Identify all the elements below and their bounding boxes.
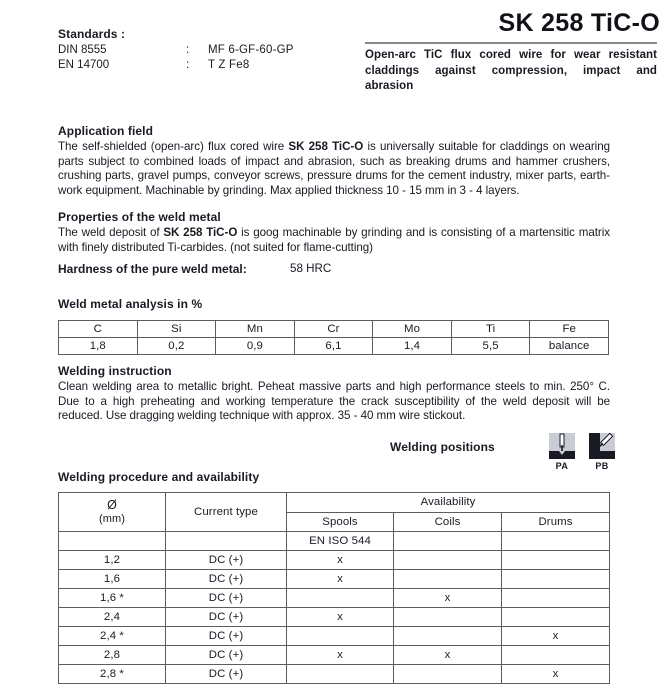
standard-row-drums (502, 532, 610, 551)
row-spools (287, 627, 394, 646)
analysis-value-fe: balance (530, 338, 609, 355)
row-diameter: 1,6 * (59, 589, 166, 608)
row-coils (394, 665, 502, 684)
properties-text (58, 226, 610, 255)
analysis-col-si: Si (137, 321, 216, 338)
analysis-col-mn: Mn (216, 321, 295, 338)
welding-position-pb (587, 432, 617, 471)
row-drums (502, 646, 610, 665)
row-current-type: DC (+) (166, 646, 287, 665)
row-spools: x (287, 551, 394, 570)
row-drums (502, 570, 610, 589)
title-divider-rule (365, 42, 657, 44)
standard-colon-din: : (186, 44, 190, 56)
hardness-label: Hardness of the pure weld metal: (58, 262, 247, 276)
analysis-col-mo: Mo (373, 321, 452, 338)
welding-position-pa-icon (547, 432, 577, 460)
analysis-col-fe: Fe (530, 321, 609, 338)
row-drums (502, 608, 610, 627)
row-diameter: 1,2 (59, 551, 166, 570)
table-row (59, 627, 610, 646)
row-diameter: 2,8 (59, 646, 166, 665)
properties-text-after: is goog machinable by grinding and is consisting of a martensitic matrix with finely distributed Ti-carbides. (not suited for flame-cutting) (58, 226, 611, 254)
row-coils (394, 570, 502, 589)
analysis-value-cr: 6,1 (294, 338, 373, 355)
table-row (59, 551, 610, 570)
application-field-heading: Application field (58, 124, 154, 138)
standard-colon-en: : (186, 59, 190, 71)
procedure-header-row-1 (59, 493, 610, 513)
row-current-type: DC (+) (166, 551, 287, 570)
properties-text-before: The weld deposit of (58, 226, 164, 239)
standard-value-din: MF 6-GF-60-GP (208, 44, 294, 56)
standard-row-din (58, 43, 358, 58)
standard-value-en: T Z Fe8 (208, 59, 250, 71)
row-diameter: 1,6 (59, 570, 166, 589)
row-coils (394, 608, 502, 627)
table-row (59, 665, 610, 684)
row-current-type: DC (+) (166, 608, 287, 627)
row-drums: x (502, 665, 610, 684)
row-spools: x (287, 646, 394, 665)
procedure-col-drums: Drums (502, 512, 610, 532)
welding-position-pa-label: PA (555, 461, 569, 471)
procedure-col-coils: Coils (394, 512, 502, 532)
procedure-table-body (59, 551, 610, 684)
procedure-col-diameter (59, 493, 166, 532)
hardness-value: 58 HRC (290, 262, 332, 275)
standard-row-diameter (59, 532, 166, 551)
welding-positions-label: Welding positions (390, 440, 495, 454)
properties-product-name: SK 258 TiC-O (163, 226, 238, 239)
application-text-before: The self-shielded (open-arc) flux cored wire (58, 140, 289, 153)
procedure-col-spools: Spools (287, 512, 394, 532)
application-field-section (58, 124, 610, 198)
row-coils: x (394, 646, 502, 665)
analysis-value-si: 0,2 (137, 338, 216, 355)
analysis-header-row (59, 321, 609, 338)
standards-title: Standards : (58, 27, 126, 41)
row-current-type: DC (+) (166, 665, 287, 684)
standard-row-current (166, 532, 287, 551)
row-drums: x (502, 627, 610, 646)
product-title: SK 258 TiC-O (498, 9, 660, 37)
row-current-type: DC (+) (166, 570, 287, 589)
product-description: Open-arc TiC flux cored wire for wear resistant claddings against compression, impact and abrasion (365, 49, 657, 92)
row-coils: x (394, 589, 502, 608)
table-row (59, 589, 610, 608)
application-text-after: is universally suitable for claddings on wearing parts subject to combined loads of impact and abrasion, such as breaking drums and hammer crushers, crushing parts, gravel pumps, conveyor screws, pressure drums for the cement industry, mixer parts, earth-work equipment. Machinable by grinding. Max applied thickness 10 - 15 mm in 3 - 4 layers. (58, 140, 610, 197)
row-coils (394, 551, 502, 570)
row-drums (502, 589, 610, 608)
welding-instruction-text: Clean welding area to metallic bright. Peheat massive parts and high performance steels to min. 250° C. Due to a high preheating and working temperature the crack susceptibility of the weld deposit will be reduced. Use dragging welding technique with approx. 35 - 40 mm wire stickout. (58, 380, 610, 423)
analysis-value-c: 1,8 (59, 338, 138, 355)
application-product-name: SK 258 TiC-O (288, 140, 364, 153)
analysis-col-c: C (59, 321, 138, 338)
row-current-type: DC (+) (166, 627, 287, 646)
row-diameter: 2,4 (59, 608, 166, 627)
row-drums (502, 551, 610, 570)
analysis-heading: Weld metal analysis in % (58, 297, 203, 311)
table-row (59, 570, 610, 589)
document-header (0, 0, 667, 112)
diameter-symbol: Ø (107, 498, 117, 512)
row-coils (394, 627, 502, 646)
standard-name-en: EN 14700 (58, 59, 110, 71)
row-spools: x (287, 608, 394, 627)
row-spools (287, 589, 394, 608)
row-diameter: 2,4 * (59, 627, 166, 646)
properties-section (58, 210, 610, 255)
welding-position-pb-icon (587, 432, 617, 460)
application-field-text (58, 140, 610, 198)
welding-position-pb-label: PB (595, 461, 609, 471)
table-row (59, 646, 610, 665)
standard-name-din: DIN 8555 (58, 44, 107, 56)
standard-row-coils (394, 532, 502, 551)
welding-procedure-table (58, 492, 610, 684)
welding-instruction-heading: Welding instruction (58, 364, 172, 378)
standards-block (58, 27, 358, 73)
standard-row-en (58, 58, 358, 73)
weld-metal-analysis-table (58, 320, 609, 355)
diameter-unit: (mm) (98, 513, 126, 525)
row-diameter: 2,8 * (59, 665, 166, 684)
analysis-col-ti: Ti (451, 321, 530, 338)
row-spools: x (287, 570, 394, 589)
procedure-col-current-type: Current type (166, 493, 287, 532)
analysis-value-mn: 0,9 (216, 338, 295, 355)
analysis-value-ti: 5,5 (451, 338, 530, 355)
procedure-col-availability: Availability (287, 493, 610, 513)
standard-row-spools: EN ISO 544 (287, 532, 394, 551)
procedure-heading: Welding procedure and availability (58, 470, 260, 484)
row-current-type: DC (+) (166, 589, 287, 608)
row-spools (287, 665, 394, 684)
analysis-col-cr: Cr (294, 321, 373, 338)
welding-instruction-section (58, 364, 610, 424)
analysis-value-row (59, 338, 609, 355)
analysis-value-mo: 1,4 (373, 338, 452, 355)
hardness-row (58, 262, 610, 276)
procedure-standard-row (59, 532, 610, 551)
table-row (59, 608, 610, 627)
properties-heading: Properties of the weld metal (58, 210, 221, 224)
welding-position-pa (547, 432, 577, 471)
